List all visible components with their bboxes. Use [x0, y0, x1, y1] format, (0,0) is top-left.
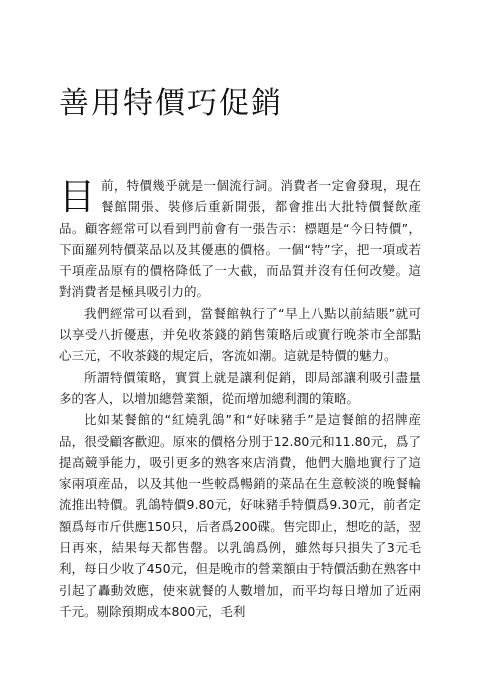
paragraph-3: 所謂特價策略，實質上就是讓利促銷，即局部讓利吸引盡量多的客人，以增加總營業額，從而增加總利潤的策略。: [59, 369, 421, 406]
paragraph-4: 比如某餐館的“紅燒乳鴿”和“好味豬手”是這餐館的招牌産品，很受顧客歡迎。原來的價格分別于12.80元和11.80元，爲了提高競爭能力，吸引更多的熟客來店消費，他們大膽地實行了這家兩項産品，以及其他一些較爲暢銷的菜品在生意較淡的晚餐輪流推出特價。乳鴿特價9.80元，好味豬手特價爲9.30元，前者定額爲每市斤供應150只，后者爲200碟。售完即止，想吃的話，翌日再來，結果每天都售罄。以乳鴿爲例，雖然每只損失了3元毛利，每日少收了450元，但是晚市的營業額由于特價活動在熟客中引起了轟動效應，使來就餐的人數增加，而平均每日增加了近兩千元。剔除預期成本800元，毛利: [59, 412, 421, 619]
article-title: 善用特價巧促銷: [59, 86, 283, 121]
paragraph-1: [59, 175, 421, 303]
drop-cap: 目: [59, 177, 96, 218]
paragraph-2: 我們經常可以看到，當餐館執行了“早上八點以前結賬”就可以享受八折優惠，并免收茶錢的銷售策略后或實行晚茶市全部點心三元，不收茶錢的規定后，客流如潮。這就是特價的魅力。: [59, 305, 421, 364]
paragraph-1-text: 前，特價幾乎就是一個流行詞。消費者一定會發現，現在餐館開張、裝修后重新開張，都會推出大批特價餐飲產品。顧客經常可以看到門前會有一張告示：標題是“今日特價”，下面羅列特價菜品以及其優惠的價格。一個“特”字，把一項或若干項産品原有的價格降低了一大截，而品質并沒有任何改變。這對消費者是極具吸引力的。: [59, 178, 421, 300]
article-body: [59, 175, 421, 622]
